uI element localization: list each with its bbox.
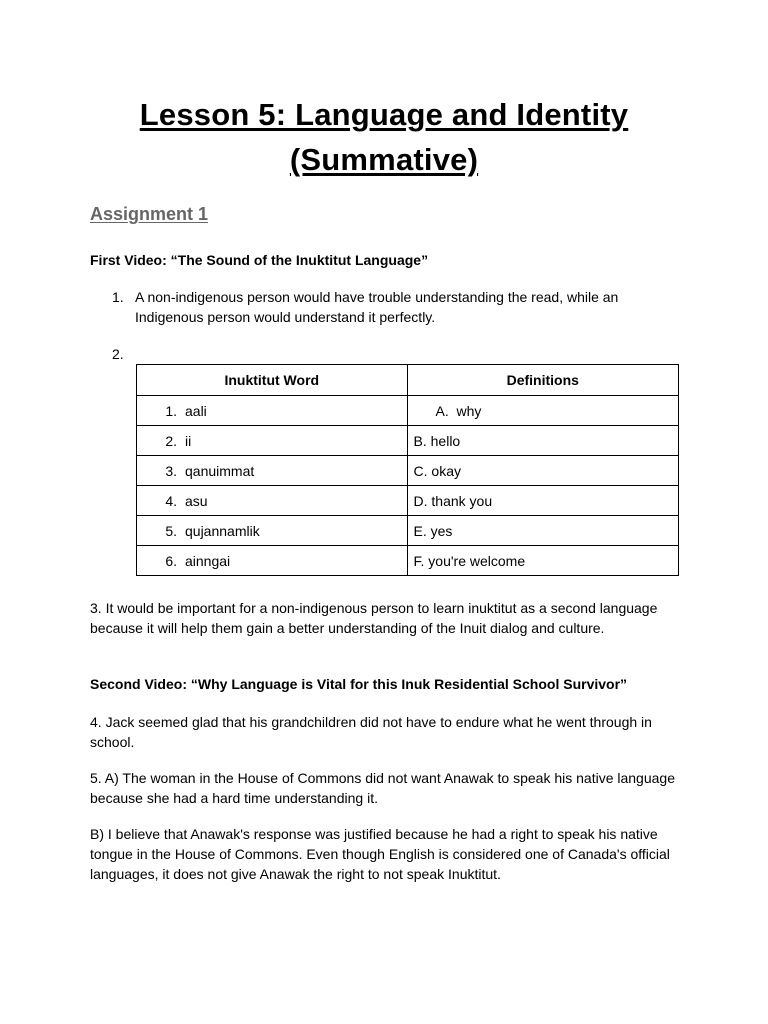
word-number: 2. [165,432,177,449]
question-1-answer: A non-indigenous person would have trouble understanding the read, while an Indigenous person would understand it perfectly. [135,289,619,325]
header-definitions: Definitions [407,365,678,396]
word-cell [137,456,408,486]
second-video-heading: Second Video: “Why Language is Vital for this Inuk Residential School Survivor” [90,676,628,692]
table-header-row [137,365,679,396]
definition-cell: B. hello [407,426,678,456]
word-text: asu [185,492,208,509]
title-line-2: (Summative) [289,142,479,177]
word-cell [137,486,408,516]
word-number: 1. [165,402,177,419]
word-cell [137,426,408,456]
table-row [137,426,679,456]
word-text: qujannamlik [185,522,260,539]
word-cell [137,396,408,426]
header-inuktitut-word: Inuktitut Word [137,365,408,396]
word-text: ainngai [185,552,231,569]
question-5b-answer: B) I believe that Anawak's response was justified because he had a right to speak his native tongue in the House of Commons. Even though English is considered one of Canada's official languages, it does not give Anawak the right to not speak Inuktitut. [90,826,670,882]
title-line-1: Lesson 5: Language and Identity [139,97,629,132]
question-5a-answer: 5. A) The woman in the House of Commons did not want Anawak to speak his native language because she had a hard time understanding it. [90,770,675,806]
assignment-heading: Assignment 1 [90,204,209,224]
word-number: 5. [165,522,177,539]
definition-cell: F. you're welcome [407,546,678,576]
table-row [137,456,679,486]
word-number: 4. [165,492,177,509]
question-1-number: 1. [112,289,124,305]
vocabulary-table [136,364,679,576]
word-number: 3. [165,462,177,479]
word-cell [137,546,408,576]
definition-text: A. why [435,402,482,419]
word-text: qanuimmat [185,462,255,479]
first-video-heading: First Video: “The Sound of the Inuktitut Language” [90,252,429,268]
word-text: aali [185,402,207,419]
question-4-answer: 4. Jack seemed glad that his grandchildren did not have to endure what he went through in school. [90,714,652,750]
definition-cell: E. yes [407,516,678,546]
page-title [0,92,768,182]
definition-cell [407,396,678,426]
question-3-answer: 3. It would be important for a non-indigenous person to learn inuktitut as a second language because it will help them gain a better understanding of the Inuit dialog and culture. [90,600,658,636]
definition-cell: C. okay [407,456,678,486]
definition-cell: D. thank you [407,486,678,516]
table-row [137,516,679,546]
table-row [137,396,679,426]
word-cell [137,516,408,546]
question-2-number: 2. [112,346,124,362]
word-text: ii [185,432,192,449]
table-row [137,486,679,516]
word-number: 6. [165,552,177,569]
table-row [137,546,679,576]
